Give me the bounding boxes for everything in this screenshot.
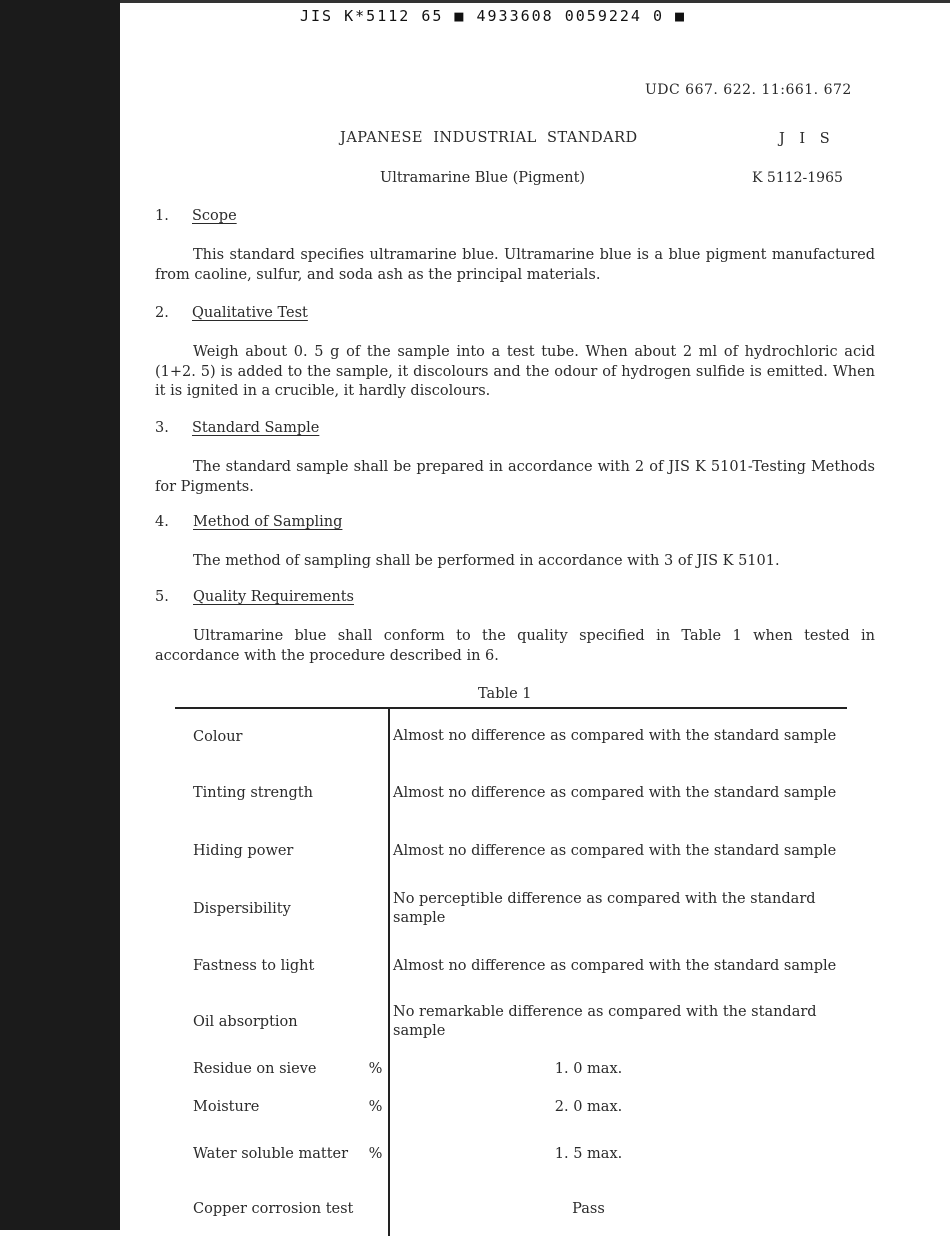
table-row [175, 994, 847, 1050]
unit-cell [363, 822, 389, 880]
unit-cell [363, 764, 389, 822]
table-row [175, 822, 847, 880]
property-cell: Moisture [193, 1099, 260, 1115]
property-cell: Dispersibility [193, 901, 291, 917]
unit-cell [363, 1182, 389, 1236]
requirement-cell: No remarkable difference as compared with the standard sample [393, 1004, 817, 1039]
table-row [175, 764, 847, 822]
quality-requirements-table [175, 707, 847, 1236]
requirement-cell: 1. 5 max. [554, 1146, 623, 1162]
unit-cell [363, 708, 389, 764]
requirement-cell: Almost no difference as compared with the standard sample [393, 784, 837, 801]
property-cell: Residue on sieve [193, 1061, 317, 1077]
section-5-text: Ultramarine blue shall conform to the quality specified in Table 1 when tested in accordance with the procedure described in 6. [155, 628, 875, 664]
table-caption: Table 1 [478, 686, 532, 702]
section-1-text: This standard specifies ultramarine blue. Ultramarine blue is a blue pigment manufactured from caoline, sulfur, and soda ash as the principal materials. [155, 247, 875, 283]
jis-mark: J I S [779, 131, 835, 147]
property-cell: Colour [193, 728, 243, 745]
scan-dark-margin [0, 0, 120, 1230]
property-cell: Oil absorption [193, 1014, 298, 1030]
unit-cell: % [363, 1126, 389, 1182]
section-1-number: 1. [155, 208, 169, 224]
table-row [175, 708, 847, 764]
table-row [175, 1126, 847, 1182]
section-1-title: Scope [192, 208, 237, 224]
property-cell: Water soluble matter [193, 1145, 349, 1162]
section-4-title: Method of Sampling [193, 514, 343, 530]
top-rule [120, 0, 950, 3]
requirement-cell: No perceptible difference as compared with the standard sample [393, 891, 816, 926]
property-cell: Tinting strength [193, 785, 313, 801]
section-5-title: Quality Requirements [193, 589, 354, 605]
table-row [175, 938, 847, 994]
udc-number: UDC 667. 622. 11:661. 672 [645, 82, 852, 98]
section-5-number: 5. [155, 589, 169, 605]
section-3-text: The standard sample shall be prepared in accordance with 2 of JIS K 5101-Testing Methods for Pigments. [155, 459, 875, 495]
standard-number: K 5112-1965 [752, 170, 843, 186]
section-4-text: The method of sampling shall be performed in accordance with 3 of JIS K 5101. [193, 553, 780, 569]
requirement-cell: Pass [572, 1201, 605, 1217]
table-row [175, 1088, 847, 1126]
standard-subject: Ultramarine Blue (Pigment) [380, 170, 586, 186]
requirement-cell: Almost no difference as compared with the standard sample [393, 728, 837, 744]
standard-title: JAPANESE INDUSTRIAL STANDARD [340, 130, 638, 146]
unit-cell [363, 880, 389, 938]
requirement-cell: 2. 0 max. [554, 1099, 623, 1115]
unit-cell: % [363, 1050, 389, 1088]
table-row [175, 1182, 847, 1236]
unit-cell [363, 938, 389, 994]
property-cell: Copper corrosion test [193, 1200, 354, 1217]
property-cell: Fastness to light [193, 958, 315, 974]
document-code-header: JIS K*5112 65 ■ 4933608 0059224 0 ■ [300, 7, 687, 25]
section-2-text: Weigh about 0. 5 g of the sample into a test tube. When about 2 ml of hydrochloric acid (1+2. 5) is added to the sample, it discolours and the odour of hydrogen sulfide is emitted. When it is ignited in a crucible, it hardly discolours. [155, 344, 875, 399]
unit-cell: % [363, 1088, 389, 1126]
requirement-cell: Almost no difference as compared with the standard sample [393, 957, 837, 974]
unit-cell [363, 994, 389, 1050]
section-2-title: Qualitative Test [192, 305, 308, 321]
property-cell: Hiding power [193, 843, 294, 859]
requirement-cell: Almost no difference as compared with the standard sample [393, 842, 837, 859]
requirement-cell: 1. 0 max. [554, 1061, 623, 1077]
section-4-number: 4. [155, 514, 169, 530]
section-3-title: Standard Sample [192, 420, 320, 436]
section-2-number: 2. [155, 305, 169, 321]
table-row [175, 1050, 847, 1088]
section-3-number: 3. [155, 420, 169, 436]
table-row [175, 880, 847, 938]
